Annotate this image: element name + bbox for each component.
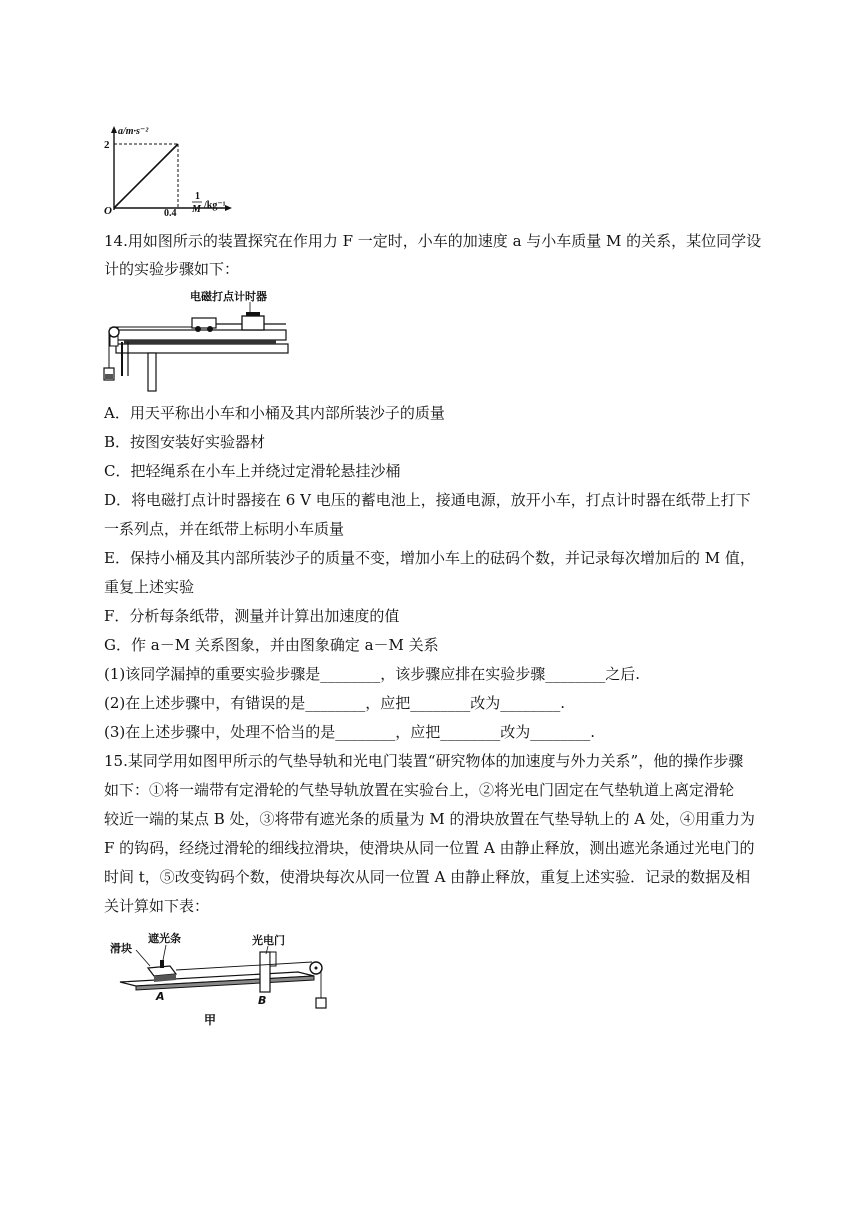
q15-line-1: 15.某同学用如图甲所示的气垫导轨和光电门装置“研究物体的加速度与外力关系”，他的操作步骤 bbox=[104, 752, 744, 770]
q14-step-e-cont: 重复上述实验 bbox=[104, 578, 195, 596]
q15-line-4: F 的钩码，经绕过滑轮的细线拉滑块，使滑块从同一位置 A 由静止释放，测出遮光条通过光电门的 bbox=[104, 839, 755, 857]
table-top bbox=[116, 344, 288, 353]
air-track-photogate-figure bbox=[108, 928, 344, 1028]
graph-y-tick: 2 bbox=[104, 139, 110, 151]
shade-label-leader bbox=[163, 945, 166, 960]
shade-strip bbox=[160, 960, 164, 968]
q14-step-e: E．保持小桶及其内部所装沙子的质量不变，增加小车上的砝码个数，并记录每次增加后的 M 值， bbox=[104, 549, 755, 567]
q14-step-d-cont: 一系列点，并在纸带上标明小车质量 bbox=[104, 520, 345, 538]
graph-x-tick: 0.4 bbox=[164, 208, 177, 218]
thread-horizontal bbox=[176, 962, 312, 970]
q14-step-a: A．用天平称出小车和小桶及其内部所装沙子的质量 bbox=[104, 404, 445, 422]
sand-fill bbox=[105, 374, 113, 379]
q14-step-c: C．把轻绳系在小车上并绕过定滑轮悬挂沙桶 bbox=[104, 462, 401, 480]
figure-caption-jia: 甲 bbox=[204, 1013, 217, 1027]
shade-strip-label: 遮光条 bbox=[148, 932, 181, 945]
q15-line-3: 较近一端的某点 B 处，③将带有遮光条的质量为 M 的滑块放置在气垫导轨上的 A 处，④用重力为 bbox=[104, 810, 755, 828]
graph-y-axis-label: a/m·s⁻² bbox=[118, 126, 149, 137]
q14-sub-question-3: (3)在上述步骤中，处理不恰当的是________，应把________改为________. bbox=[104, 723, 596, 741]
spark-timer bbox=[242, 316, 264, 330]
cart-wheel-1 bbox=[195, 326, 201, 332]
graph-x-axis-frac-num: 1 bbox=[195, 191, 200, 202]
q14-intro-line-1: 14.用如图所示的装置探究在作用力 F 一定时，小车的加速度 a 与小车质量 M 的关系，某位同学设 bbox=[104, 232, 762, 250]
q14-step-d: D．将电磁打点计时器接在 6 V 电压的蓄电池上，接通电源，放开小车，打点计时器在纸带上打下 bbox=[104, 491, 751, 509]
cart-body bbox=[192, 318, 216, 328]
q14-step-f: F．分析每条纸带，测量并计算出加速度的值 bbox=[104, 607, 400, 625]
q15-line-6: 关计算如下表： bbox=[104, 897, 210, 915]
q15-line-5: 时间 t，⑤改变钩码个数，使滑块每次从同一位置 A 由静止释放，重复上述实验．记录的数据及相 bbox=[104, 868, 751, 886]
table-leg bbox=[148, 353, 156, 391]
q14-sub-question-2: (2)在上述步骤中，有错误的是________，应把________改为________. bbox=[104, 694, 566, 712]
q14-step-g: G．作 a－M 关系图象，并由图象确定 a－M 关系 bbox=[104, 636, 439, 654]
photogate-frame bbox=[260, 952, 270, 992]
graph-x-axis-frac-den: M bbox=[192, 204, 201, 215]
position-a-label: A bbox=[156, 990, 165, 1003]
slider-label-leader bbox=[136, 950, 150, 966]
graph-x-arrow bbox=[225, 205, 232, 211]
photogate-label: 光电门 bbox=[252, 934, 285, 947]
track-side bbox=[124, 340, 276, 344]
track-board bbox=[116, 330, 286, 340]
graph-y-arrow bbox=[111, 126, 117, 133]
slider-label: 滑块 bbox=[110, 942, 132, 955]
hook-weight bbox=[316, 998, 326, 1008]
timer-label: 电磁打点计时器 bbox=[190, 290, 267, 303]
pulley bbox=[109, 327, 119, 337]
graph-data-line bbox=[114, 144, 178, 208]
position-b-label: B bbox=[258, 994, 267, 1007]
graph-origin-label: O bbox=[104, 205, 112, 217]
q14-step-b: B．按图安装好实验器材 bbox=[104, 433, 266, 451]
cart-wheel-2 bbox=[207, 326, 213, 332]
acceleration-inverse-mass-graph bbox=[100, 122, 240, 218]
spark-timer-top bbox=[246, 312, 260, 316]
graph-x-axis-unit: /kg⁻¹ bbox=[204, 200, 226, 211]
q14-sub-question-1: (1)该同学漏掉的重要实验步骤是________，该步骤应排在实验步骤________之后. bbox=[104, 665, 641, 683]
cart-track-apparatus-figure bbox=[100, 286, 296, 392]
q14-intro-line-2: 计的实验步骤如下： bbox=[104, 260, 240, 278]
q15-line-2: 如下：①将一端带有定滑轮的气垫导轨放置在实验台上，②将光电门固定在气垫轨道上离定滑轮 bbox=[104, 781, 735, 799]
end-pulley-hub bbox=[315, 967, 318, 970]
